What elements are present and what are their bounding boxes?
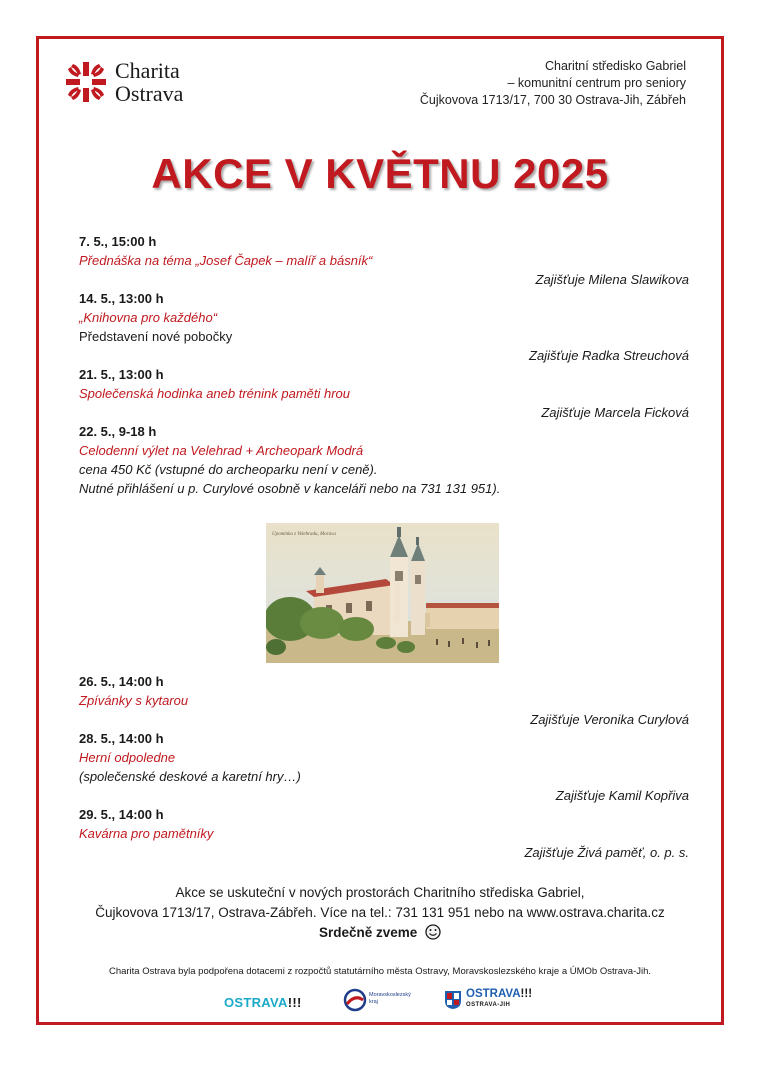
event-note: Nutné přihlášení u p. Curylové osobně v kanceláři nebo na 731 131 951). [79,481,501,496]
ostrava-jih-shield-icon [444,990,462,1010]
center-address [420,58,686,109]
charita-logo [64,59,204,109]
ostrava-jih-name-text: OSTRAVA [466,988,521,1000]
event-note: (společenské deskové a karetní hry…) [79,769,301,784]
logo-line1: Charita [115,58,180,83]
event-title: Herní odpoledne [79,750,176,765]
address-line1: Charitní středisko Gabriel [544,59,686,73]
ostrava-city-logo [224,995,302,1019]
event-item [79,232,689,289]
event-title: Celodenní výlet na Velehrad + Archeopark Modrá [79,443,364,458]
event-date: 26. 5., 14:00 h [79,674,164,689]
event-date: 21. 5., 13:00 h [79,367,164,382]
event-organizer: Zajišťuje Marcela Ficková [541,405,689,420]
event-organizer: Zajišťuje Živá paměť, o. p. s. [524,845,689,860]
sponsor-note: Charita Ostrava byla podpořena dotacemi z rozpočtů statutárního města Ostravy, Moravskoslezského kraje a ÚMOb Ostrava-Jih. [108,966,652,977]
footer-line2: Čujkovova 1713/17, Ostrava-Zábřeh. Více na tel.: 731 131 951 nebo na www.ostrava.charita.cz [95,905,665,920]
postcard-caption: Upomínka z Velehradu, Morava [272,532,336,537]
event-note: Představení nové pobočky [79,329,233,344]
address-line2: – komunitní centrum pro seniory [507,76,686,90]
event-organizer: Zajišťuje Milena Slawikova [535,272,689,287]
footer-info [0,883,760,943]
velehrad-postcard-image [266,523,499,663]
event-item [79,289,689,365]
ostrava-logo-exc: !!! [287,995,302,1010]
event-note: cena 450 Kč (vstupné do archeoparku není v ceně). [79,462,378,477]
ostrava-logo-name: OSTRAVA [224,995,288,1010]
event-date: 22. 5., 9-18 h [79,424,157,439]
event-organizer: Zajišťuje Veronika Curylová [530,712,689,727]
smiley-icon [425,924,441,940]
footer-line1: Akce se uskuteční v nových prostorách Charitního střediska Gabriel, [175,885,585,900]
events-list-bottom [79,672,689,862]
ostrava-jih-logo [444,988,544,1012]
ostrava-jih-exc: !!! [520,988,533,1000]
kraj-logo-text [369,992,411,1006]
logo-line2: Ostrava [115,81,184,106]
charita-cross-icon [64,60,108,104]
event-date: 29. 5., 14:00 h [79,807,164,822]
ostrava-jih-name [466,988,532,1000]
event-organizer: Zajišťuje Kamil Kopřiva [555,788,689,803]
event-item [79,672,689,729]
event-item [79,729,689,805]
invitation-line [0,923,760,943]
event-title: Přednáška na téma „Josef Čapek – malíř a básník“ [79,253,373,268]
event-title: „Knihovna pro každého“ [79,310,218,325]
kraj-logo-line1: Moravskoslezský [369,992,411,998]
event-date: 14. 5., 13:00 h [79,291,164,306]
moravskoslezsky-kraj-logo [343,988,423,1012]
event-title: Společenská hodinka aneb trénink paměti hrou [79,386,351,401]
event-date: 7. 5., 15:00 h [79,234,157,249]
event-item [79,422,689,498]
event-title: Kavárna pro pamětníky [79,826,214,841]
events-list-top [79,232,689,498]
address-line3: Čujkovova 1713/17, 700 30 Ostrava-Jih, Zábřeh [419,93,686,107]
kraj-emblem-icon [343,988,367,1012]
page-title: AKCE V KVĚTNU 2025 [151,150,609,197]
event-organizer: Zajišťuje Radka Streuchová [529,348,689,363]
ostrava-jih-sub: OSTRAVA-JIH [466,1002,511,1008]
event-date: 28. 5., 14:00 h [79,731,164,746]
event-item [79,805,689,862]
kraj-logo-line2: kraj [369,999,378,1005]
event-item [79,365,689,422]
logo-text [115,59,183,105]
event-title: Zpívánky s kytarou [79,693,189,708]
invitation-text: Srdečně zveme [318,925,418,940]
